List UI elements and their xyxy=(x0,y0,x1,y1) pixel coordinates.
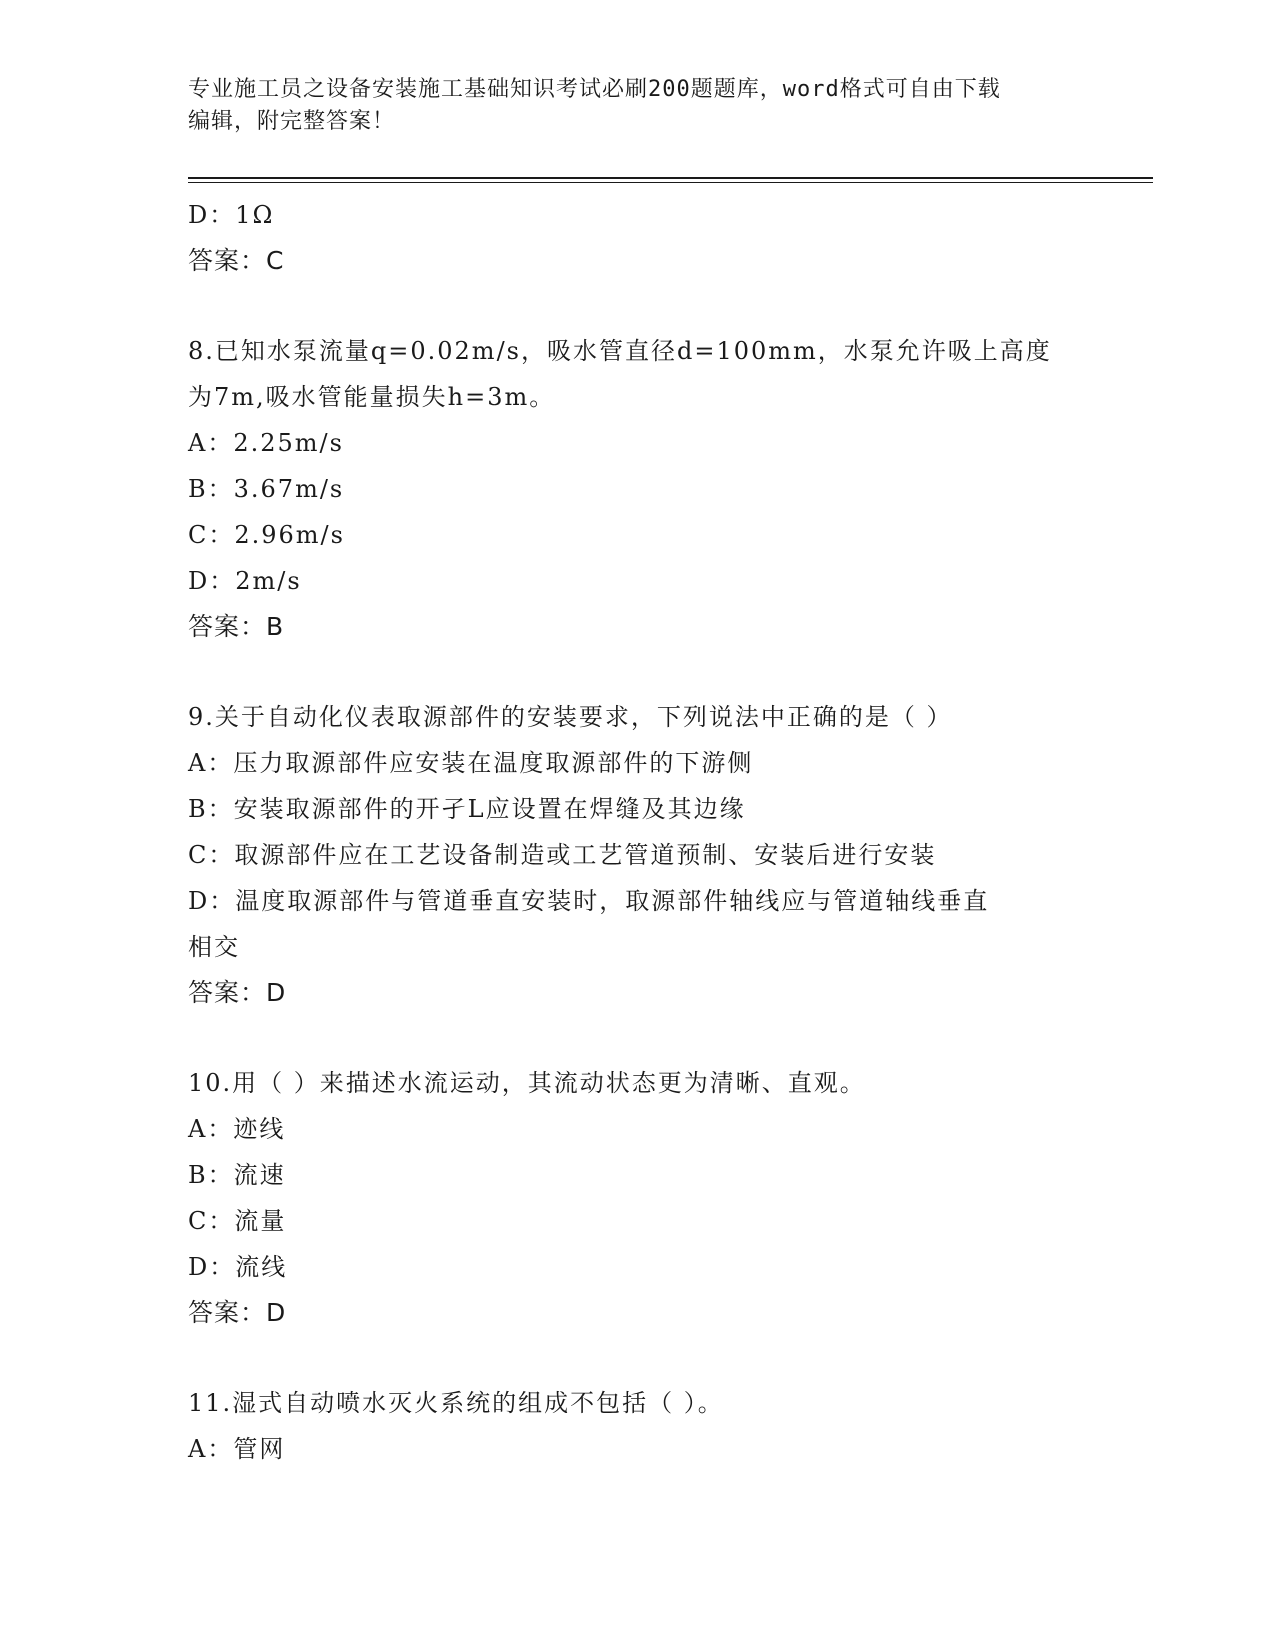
question-8-stem-2: 为7m,吸水管能量损失h=3m。 xyxy=(188,383,556,411)
question-11-option-a: A：管网 xyxy=(188,1435,286,1463)
question-9-option-c: C：取源部件应在工艺设备制造或工艺管道预制、安装后进行安装 xyxy=(188,841,937,869)
question-8-option-d: D：2m/s xyxy=(188,567,302,595)
question-10-option-b: B：流速 xyxy=(188,1161,286,1189)
question-9-option-d-1: D：温度取源部件与管道垂直安装时，取源部件轴线应与管道轴线垂直 xyxy=(188,887,990,915)
question-9-stem: 9.关于自动化仪表取源部件的安装要求，下列说法中正确的是（ ） xyxy=(188,703,953,731)
question-8-answer: 答案：B xyxy=(188,612,285,641)
document-body xyxy=(188,192,1088,1472)
question-10 xyxy=(188,1060,1088,1336)
question-10-option-d: D：流线 xyxy=(188,1253,288,1281)
spacer xyxy=(188,284,1088,328)
prev-option-d: D：1Ω xyxy=(188,201,275,229)
question-8-option-b: B：3.67m/s xyxy=(188,475,345,503)
question-10-option-c: C：流量 xyxy=(188,1207,287,1235)
prev-answer: 答案：C xyxy=(188,246,285,275)
question-8-option-a: A：2.25m/s xyxy=(188,429,344,457)
question-8-option-c: C：2.96m/s xyxy=(188,521,345,549)
spacer xyxy=(188,1336,1088,1380)
header-rule-thin xyxy=(188,182,1153,183)
question-10-option-a: A：迹线 xyxy=(188,1115,286,1143)
document-header xyxy=(188,74,1088,138)
question-9 xyxy=(188,694,1088,1016)
question-9-option-d-2: 相交 xyxy=(188,933,240,961)
question-11 xyxy=(188,1380,1088,1472)
header-line-1: 专业施工员之设备安装施工基础知识考试必刷200题题库，word格式可自由下载 xyxy=(188,77,1001,102)
question-11-stem: 11.湿式自动喷水灭火系统的组成不包括（ ）。 xyxy=(188,1389,724,1417)
question-8-stem-1: 8.已知水泵流量q=0.02m/s，吸水管直径d=100mm，水泵允许吸上高度 xyxy=(188,337,1052,365)
header-rule-thick xyxy=(188,177,1153,179)
question-8 xyxy=(188,328,1088,650)
header-line-2: 编辑，附完整答案！ xyxy=(188,109,396,134)
question-9-answer: 答案：D xyxy=(188,978,287,1007)
question-9-option-b: B：安装取源部件的开孑L应设置在焊缝及其边缘 xyxy=(188,795,746,823)
spacer xyxy=(188,650,1088,694)
question-9-option-a: A：压力取源部件应安装在温度取源部件的下游侧 xyxy=(188,749,754,777)
question-10-answer: 答案：D xyxy=(188,1298,287,1327)
spacer xyxy=(188,1016,1088,1060)
question-10-stem: 10.用（ ）来描述水流运动，其流动状态更为清晰、直观。 xyxy=(188,1069,866,1097)
